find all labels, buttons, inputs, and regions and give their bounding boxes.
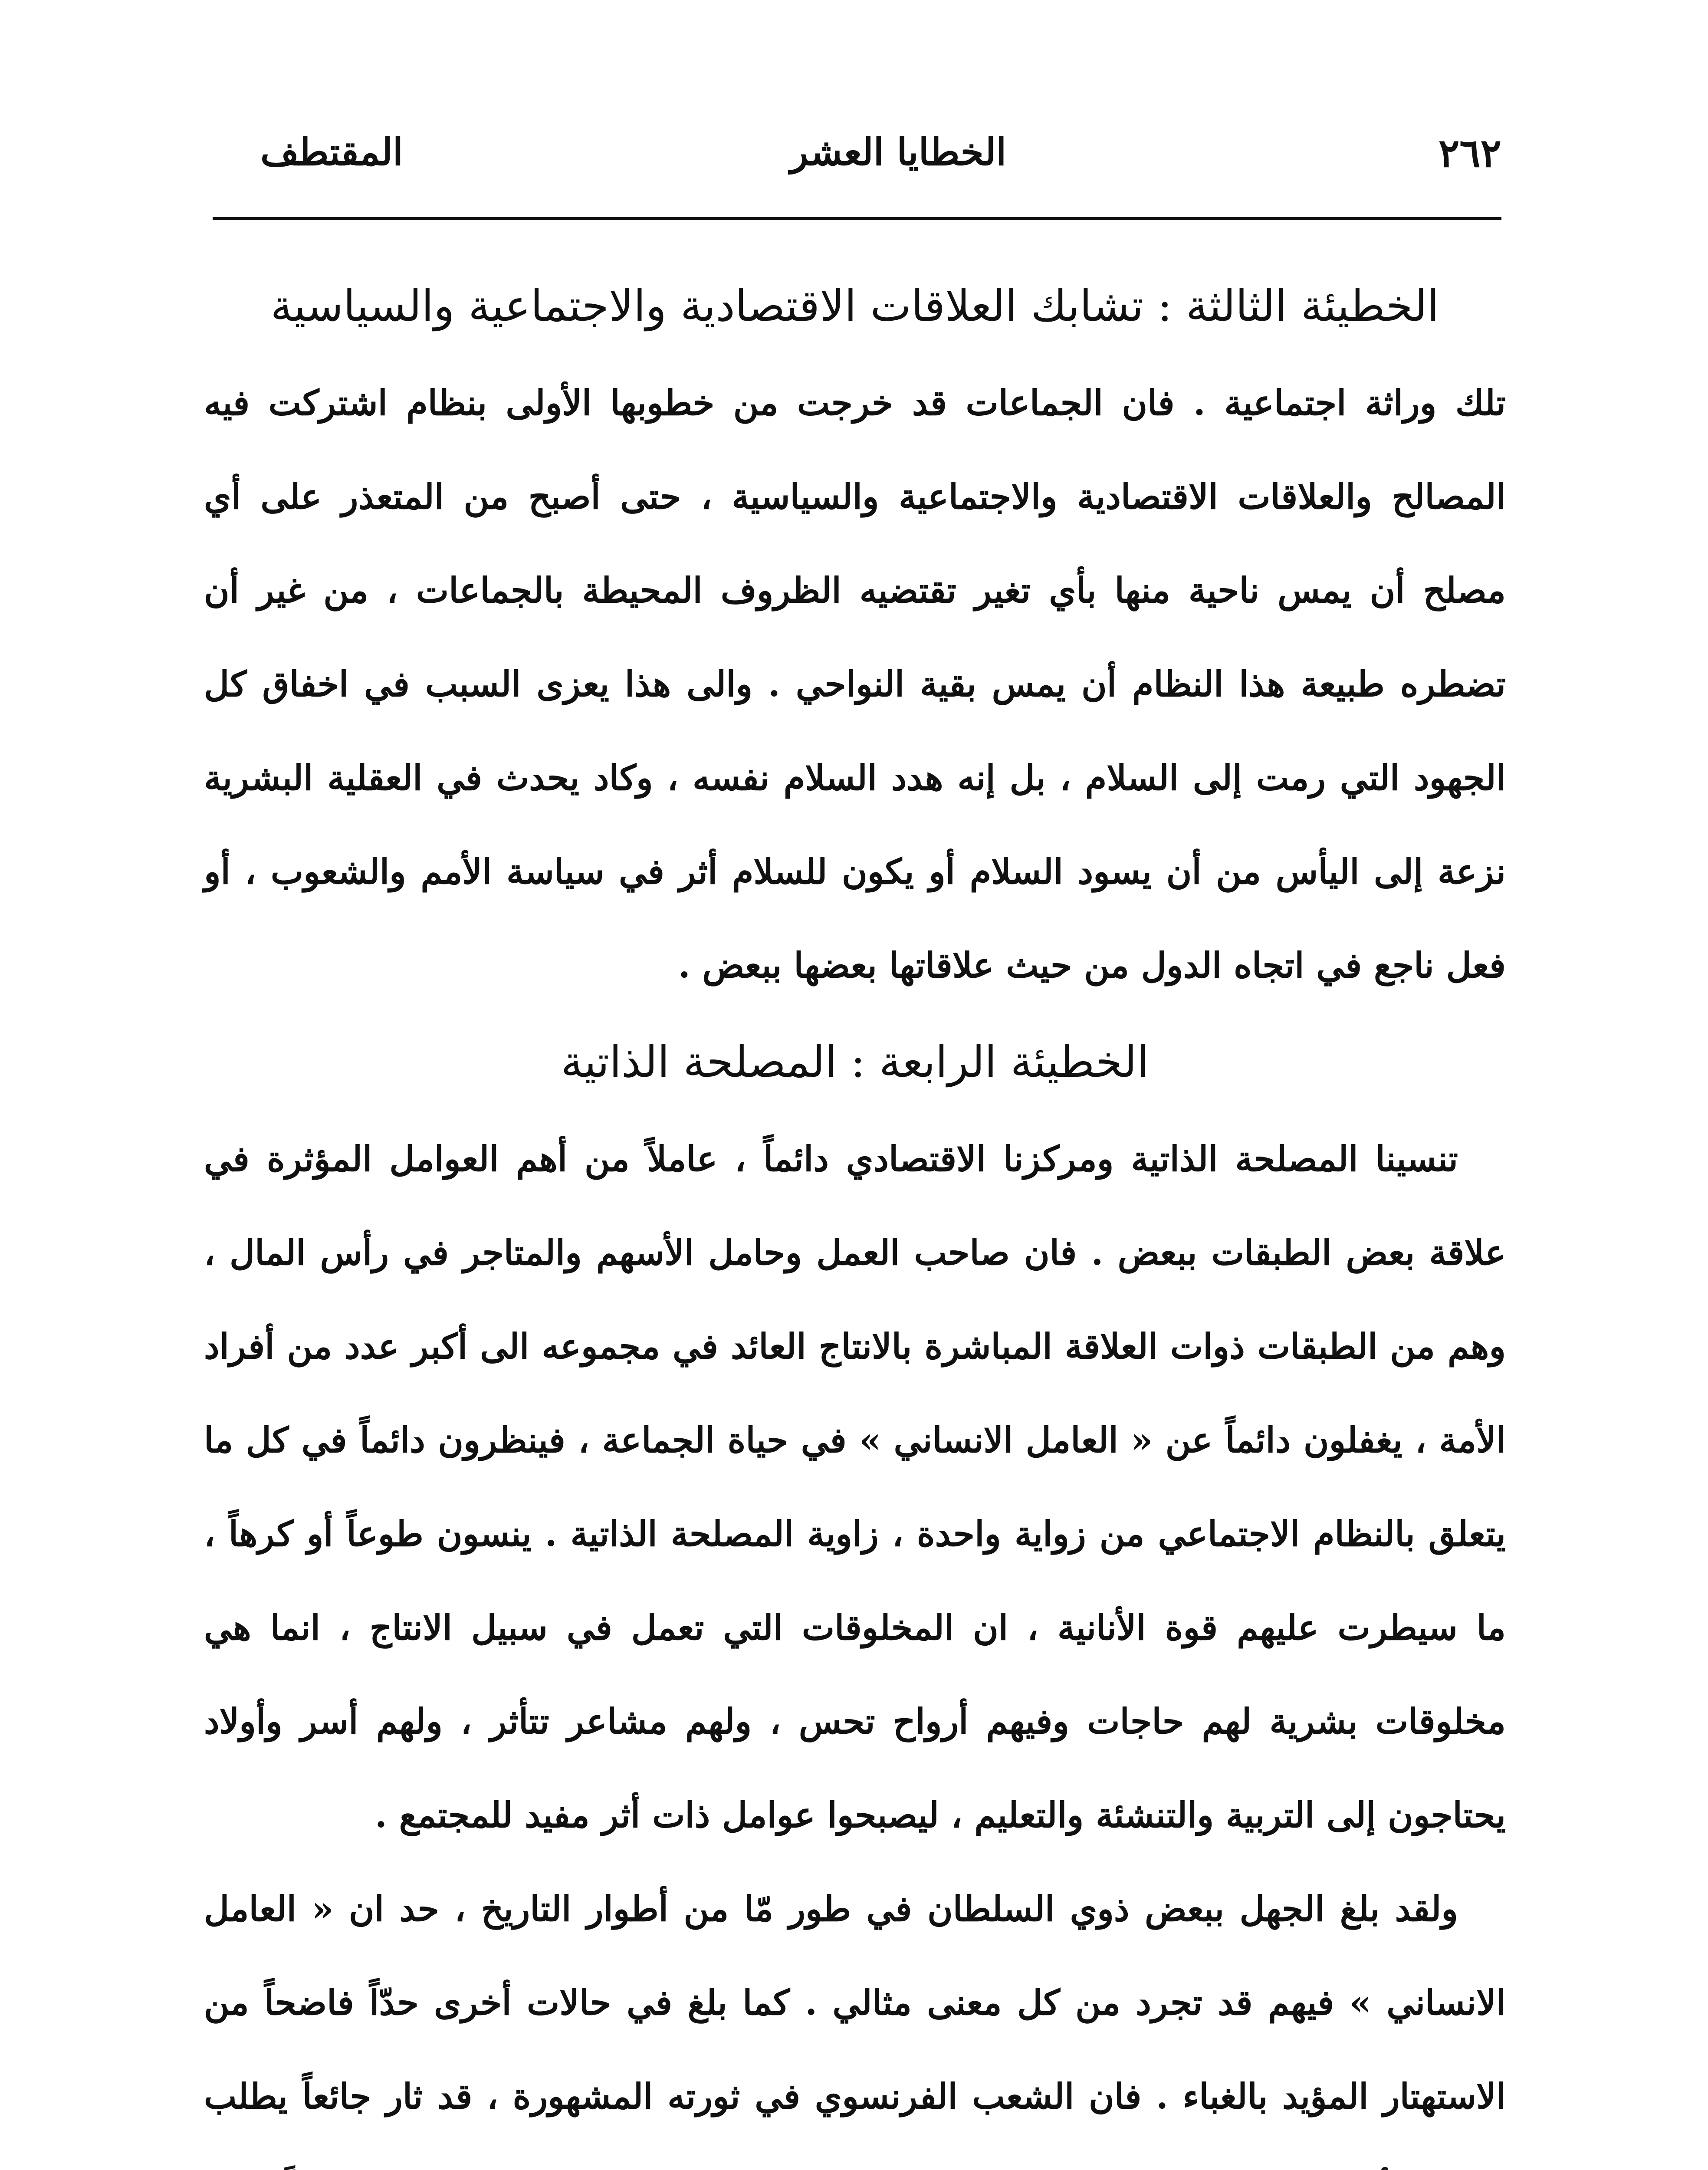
running-head (260, 130, 1501, 187)
paragraph: ولقد بلغ الجهل ببعض ذوي السلطان في طور مّا من أطوار التاريخ ، حد ان « العامل الانساني » فيهم قد تجرد من كل معنى مثالي . كما بلغ في حالات أخرى حدّاً فاضحاً من الاستهتار المؤيد بالغباء . فان الشعب الفرنسوي في ثورته المشهورة ، قد ثار جائعاً يطلب (204, 1888, 1506, 2117)
page-number: ٢٦٢ (1438, 130, 1501, 176)
journal-name: المقتطف (260, 130, 403, 174)
section-heading-4: الخطيئة الرابعة : المصلحة الذاتية (561, 1036, 1149, 1087)
page-body (204, 256, 1506, 2170)
section-heading-3: الخطيئة الثالثة : تشابك العلاقات الاقتصادية والاجتماعية والسياسية (270, 280, 1439, 331)
paragraph: تنسينا المصلحة الذاتية ومركزنا الاقتصادي دائماً ، عاملاً من أهم العوامل المؤثرة في علاقة بعض الطبقات ببعض . فان صاحب العمل وحامل الأسهم والمتاجر في رأس المال ، وهم من الطبقات ذوات العلاقة المباشرة بالانتاج العائد في مجموعه الى أكبر عدد من أفراد الأمة ، يغفلون دائماً عن « العامل الانساني » في حياة الجماعة ، فينظرون دائماً في كل ما يتعلق بالنظام الاجتماعي من زواية واحدة ، زاوية المصلحة الذاتية . ينسون طوعاً أو كرهاً ، ما سيطرت عليهم قوة الأنانية ، ان المخلوقات التي تعمل في سبيل الانتاج ، انما هي مخلوقات بشرية لهم حاجات وفيهم أرواح تحس ، ولهم مشاعر تتأثر ، ولهم أسر وأولاد يحتاجون إلى التربية والتنشئة والتعليم ، ليصبحوا عوامل ذات أثر مفيد للمجتمع . (204, 1138, 1506, 1835)
running-title: الخطايا العشر (790, 130, 1007, 174)
header-rule (213, 217, 1501, 220)
paragraph: تلك وراثة اجتماعية . فان الجماعات قد خرجت من خطوبها الأولى بنظام اشتركت فيه المصالح والعلاقات الاقتصادية والاجتماعية والسياسية ، حتى أصبح من المتعذر على أي مصلح أن يمس ناحية منها بأي تغير تقتضيه الظروف المحيطة بالجماعات ، من غير أن تضطره طبيعة هذا النظام أن يمس بقية النواحي . والى هذا يعزى السبب في اخفاق كل الجهود التي رمت إلى السلام ، بل إنه هدد السلام نفسه ، وكاد يحدث في العقلية البشرية نزعة إلى اليأس من أن يسود السلام أو يكون للسلام أثر في سياسة الأمم والشعوب ، أو فعل ناجع في اتجاه الدول من حيث علاقاتها بعضها ببعض . (204, 382, 1506, 986)
